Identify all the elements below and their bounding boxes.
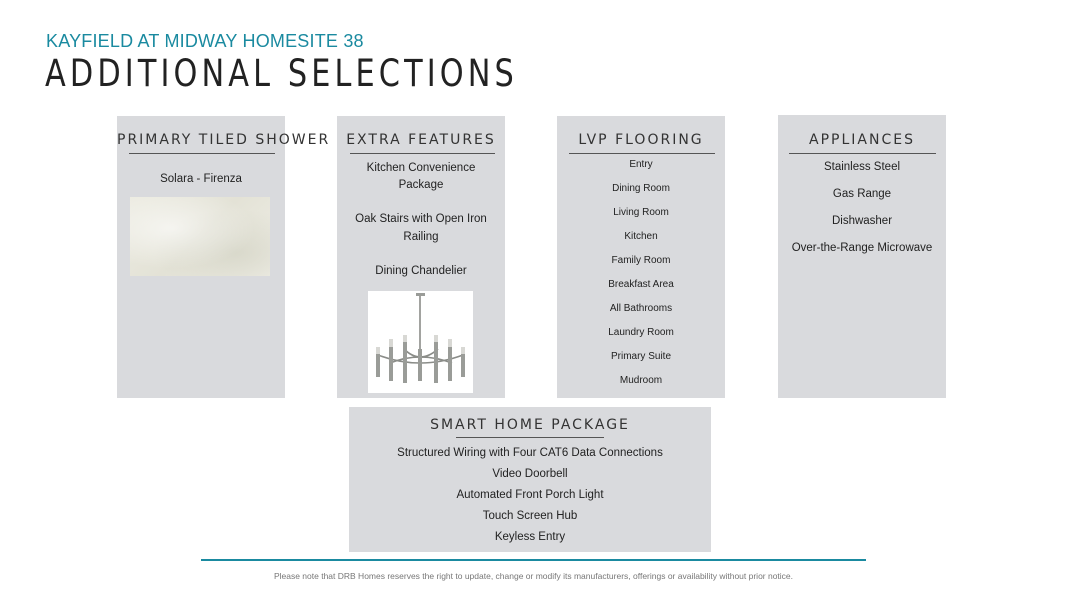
panel-lvp-flooring [557, 116, 725, 398]
heading-divider [129, 153, 275, 154]
panel-appliances [778, 115, 946, 398]
panel-primary-tiled-shower [117, 116, 331, 398]
lvp-room-item: All Bathrooms [609, 303, 673, 314]
extra-feature-item: Kitchen Convenience [366, 162, 476, 174]
tile-swatch-image [130, 197, 270, 276]
lvp-room-item: Living Room [613, 207, 669, 218]
heading-divider [456, 437, 604, 438]
lvp-room-item: Laundry Room [608, 327, 674, 338]
smart-home-item: Structured Wiring with Four CAT6 Data Connections [397, 447, 663, 459]
panel-heading-smart-home: SMART HOME PACKAGE [430, 417, 630, 433]
lvp-room-item: Breakfast Area [608, 279, 674, 290]
lvp-room-item: Mudroom [619, 375, 663, 386]
smart-home-item: Touch Screen Hub [482, 510, 578, 522]
page-title: ADDITIONAL SELECTIONS [45, 52, 518, 95]
lvp-room-item: Entry [629, 159, 653, 170]
community-homesite-subtitle: KAYFIELD AT MIDWAY HOMESITE 38 [46, 31, 364, 51]
extra-feature-item: Package [398, 179, 444, 191]
panel-heading-extra: EXTRA FEATURES [346, 132, 496, 148]
appliance-item: Over-the-Range Microwave [791, 242, 933, 254]
panel-extra-features [337, 116, 505, 398]
lvp-room-item: Primary Suite [610, 351, 671, 362]
panel-heading-lvp: LVP FLOORING [578, 132, 704, 148]
panel-smart-home-package [349, 407, 711, 552]
extra-feature-item: Oak Stairs with Open Iron [355, 213, 487, 225]
footer-disclaimer: Please note that DRB Homes reserves the right to update, change or modify its manufacturers, offerings or availability without prior notice. [273, 571, 794, 581]
lvp-room-item: Kitchen [624, 231, 658, 242]
panel-heading-appliances: APPLIANCES [809, 132, 915, 148]
chandelier-icon [368, 291, 473, 393]
smart-home-item: Video Doorbell [492, 468, 568, 480]
appliance-item: Stainless Steel [823, 161, 901, 173]
panel-heading-shower: PRIMARY TILED SHOWER [117, 132, 331, 148]
extra-feature-item: Railing [403, 231, 439, 243]
smart-home-item: Keyless Entry [494, 531, 566, 543]
lvp-room-item: Dining Room [612, 183, 670, 194]
footer-divider [201, 559, 866, 561]
chandelier-image [368, 291, 473, 393]
appliance-item: Gas Range [832, 188, 892, 200]
appliance-item: Dishwasher [831, 215, 893, 227]
smart-home-item: Automated Front Porch Light [456, 489, 604, 501]
lvp-room-item: Family Room [611, 255, 671, 266]
heading-divider [789, 153, 936, 154]
shower-tile-selection: Solara - Firenza [160, 173, 242, 185]
extra-feature-item: Dining Chandelier [375, 265, 467, 277]
heading-divider [569, 153, 715, 154]
heading-divider [350, 153, 495, 154]
